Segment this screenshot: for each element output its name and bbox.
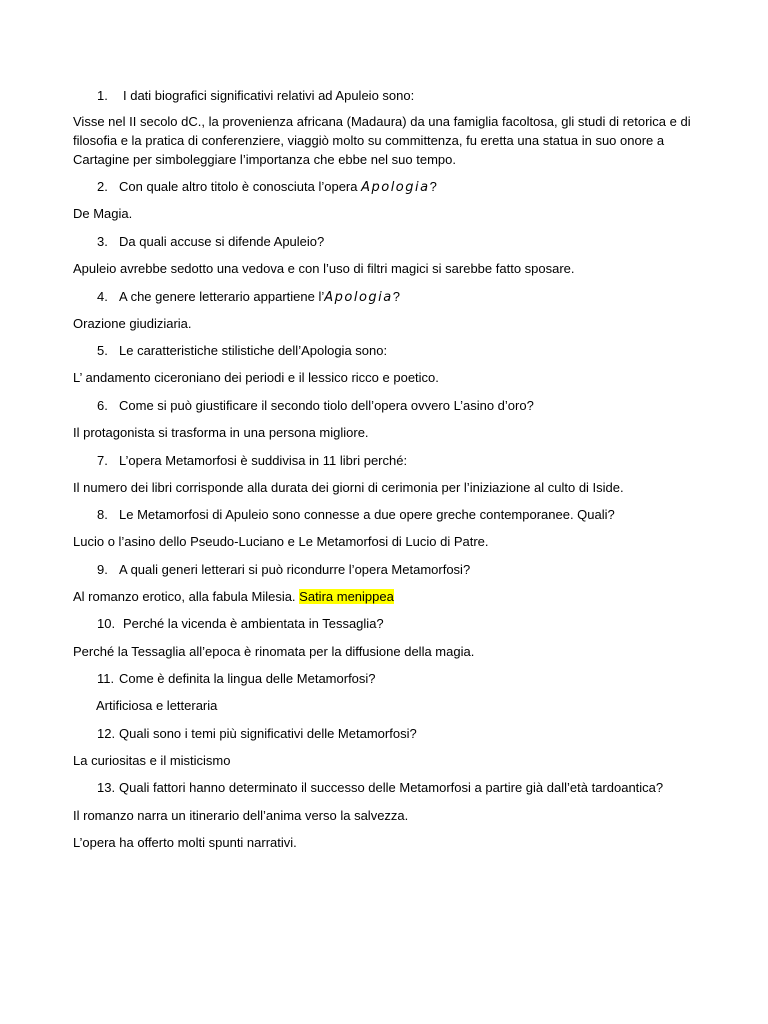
question-number: 6.: [97, 398, 108, 413]
answer-4: Orazione giudiziaria.: [73, 316, 192, 331]
answer-10: Perché la Tessaglia all’epoca è rinomata per la diffusione della magia.: [73, 644, 475, 659]
question-text: [119, 287, 400, 307]
answer-8: Lucio o l’asino dello Pseudo-Luciano e Le Metamorfosi di Lucio di Patre.: [73, 534, 489, 549]
answer-1-line-2: filosofia e la pratica di conferenziere, viaggiò molto su committenza, fu eretta una statua in suo onore a: [73, 133, 665, 148]
answer-text: Al romanzo erotico, alla fabula Milesia.: [73, 589, 300, 604]
question-text: I dati biografici significativi relativi ad Apuleio sono:: [123, 88, 415, 103]
question-text: Da quali accuse si difende Apuleio?: [119, 234, 325, 249]
answer-1-line-3: Cartagine per simboleggiare l’importanza che ebbe nel suo tempo.: [73, 152, 456, 167]
answer-13-line-1: Il romanzo narra un itinerario dell’anima verso la salvezza.: [73, 808, 409, 823]
question-text: A quali generi letterari si può ricondurre l’opera Metamorfosi?: [119, 562, 471, 577]
question-number: 11.: [97, 671, 115, 686]
question-number: 3.: [97, 234, 108, 249]
answer-6: Il protagonista si trasforma in una persona migliore.: [73, 425, 369, 440]
answer-12: La curiositas e il misticismo: [73, 753, 231, 768]
answer-3: Apuleio avrebbe sedotto una vedova e con l’uso di filtri magici si sarebbe fatto sposare.: [73, 261, 575, 276]
question-text: Le Metamorfosi di Apuleio sono connesse a due opere greche contemporanee. Quali?: [119, 507, 615, 522]
answer-9: [73, 587, 703, 606]
apologia-title: Apologia: [361, 180, 430, 195]
question-number: 5.: [97, 343, 108, 358]
question-text-pre: A che genere letterario appartiene l’: [119, 289, 325, 304]
answer-13-line-2: L’opera ha offerto molti spunti narrativi.: [73, 835, 297, 850]
question-number: 10.: [97, 616, 116, 631]
question-text: Quali sono i temi più significativi delle Metamorfosi?: [119, 726, 417, 741]
answer-5: L’ andamento ciceroniano dei periodi e il lessico ricco e poetico.: [73, 370, 439, 385]
question-text: Le caratteristiche stilistiche dell’Apologia sono:: [119, 343, 388, 358]
question-text: L’opera Metamorfosi è suddivisa in 11 libri perché:: [119, 453, 408, 468]
question-text: Perché la vicenda è ambientata in Tessaglia?: [123, 616, 384, 631]
question-text-post: ?: [429, 179, 437, 194]
question-number: 9.: [97, 562, 108, 577]
question-number: 13.: [97, 780, 116, 795]
answer-1-line-1: Visse nel II secolo dC., la provenienza africana (Madaura) da una famiglia facoltosa, gli studi di retorica e di: [73, 114, 691, 129]
question-text: [119, 177, 437, 197]
question-number: 2.: [97, 179, 108, 194]
question-text: Quali fattori hanno determinato il successo delle Metamorfosi a partire già dall’età tardoantica?: [119, 780, 664, 795]
question-text: Come si può giustificare il secondo tiolo dell’opera ovvero L’asino d’oro?: [119, 398, 534, 413]
question-number: 7.: [97, 453, 108, 468]
answer-7: Il numero dei libri corrisponde alla durata dei giorni di cerimonia per l’iniziazione al culto di Iside.: [73, 480, 624, 495]
question-number: 8.: [97, 507, 108, 522]
question-number: 4.: [97, 289, 108, 304]
question-text-post: ?: [392, 289, 400, 304]
answer-2: De Magia.: [73, 206, 133, 221]
answer-11: Artificiosa e letteraria: [96, 698, 218, 713]
question-number: 12.: [97, 726, 116, 741]
apologia-title: Apologia: [324, 290, 393, 305]
question-text-pre: Con quale altro titolo è conosciuta l’opera: [119, 179, 362, 194]
question-text: Come è definita la lingua delle Metamorfosi?: [119, 671, 376, 686]
highlighted-text: Satira menippea: [299, 589, 394, 604]
question-number: 1.: [97, 88, 108, 103]
